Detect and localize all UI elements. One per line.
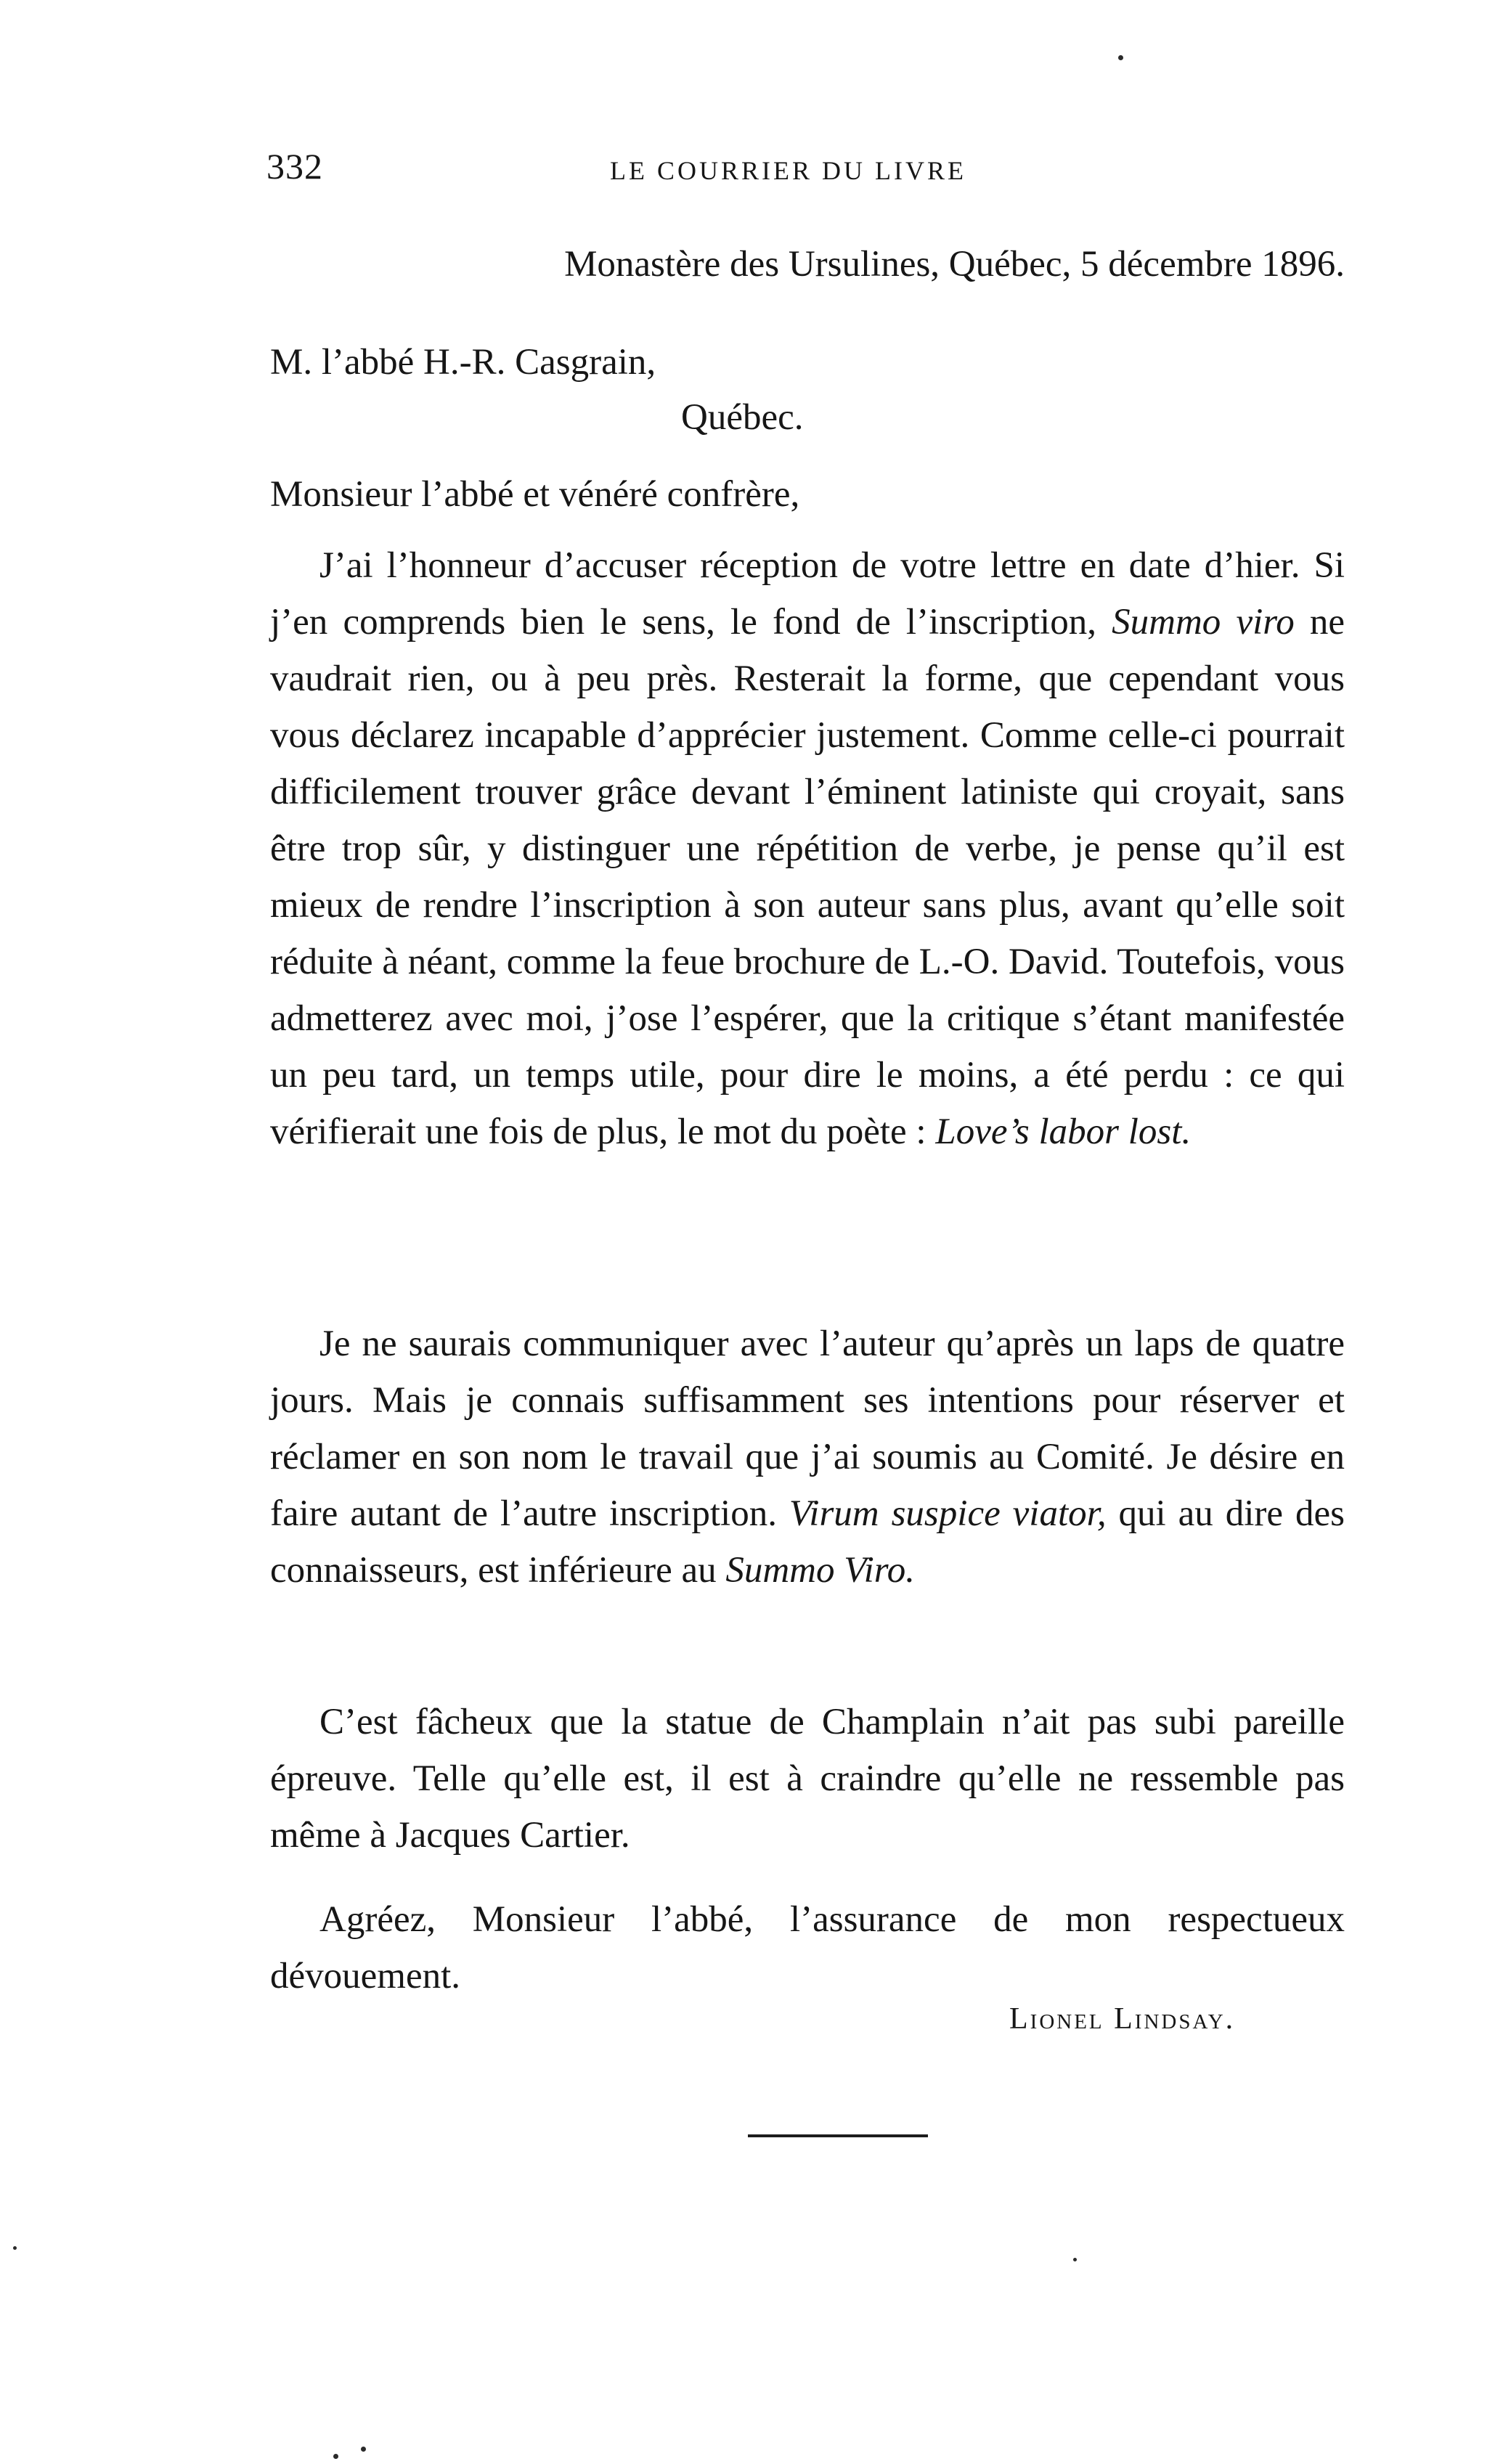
- letter-addressee: M. l’abbé H.-R. Casgrain,: [270, 342, 656, 383]
- italic-quote: Love’s labor lost.: [935, 1111, 1192, 1152]
- letter-salutation: Monsieur l’abbé et vénéré confrère,: [270, 474, 800, 515]
- speck-mark: [333, 2454, 338, 2459]
- speck-mark: [361, 2447, 366, 2452]
- letter-paragraph-1: [270, 537, 1345, 1160]
- letter-dateline: Monastère des Ursulines, Québec, 5 décembre 1896.: [564, 244, 1345, 285]
- italic-phrase: Summo Viro.: [725, 1550, 915, 1591]
- paragraph-text: J’ai l’honneur d’accuser réception de votre lettre en date d’hier. Si j’en comprends bien le sens, le fond de l’inscription,: [270, 545, 1345, 642]
- letter-closing: Agréez, Monsieur l’abbé, l’assurance de mon respectueux dévouement.: [270, 1899, 1345, 1996]
- running-title: LE COURRIER DU LIVRE: [610, 156, 966, 185]
- italic-phrase: Virum suspice viator,: [789, 1493, 1107, 1534]
- page-number: 332: [266, 146, 323, 187]
- paragraph-text: qui au dire des connaisseurs, est inférieure au: [270, 1493, 1345, 1591]
- letter-paragraph-3: C’est fâcheux que la statue de Champlain n’ait pas subi pareille épreuve. Telle qu’elle est, il est à craindre qu’elle ne ressemble pas même à Jacques Cartier.: [270, 1702, 1345, 1856]
- speck-mark: [1118, 55, 1123, 60]
- paragraph-text: ne vaudrait rien, ou à peu près. Resterait la forme, que cependant vous vous déclarez incapable d’apprécier justement. Comme celle-ci pourrait difficilement trouver grâce devant l’éminent latiniste qui croyait, sans être trop sûr, y distinguer une répétition de verbe, je pense qu’il est mieux de rendre l’inscription à son auteur sans plus, avant qu’elle soit réduite à néant, comme la feue brochure de L.-O. David. Toutefois, vous admetterez avec moi, j’ose l’espérer, que la critique s’étant manifestée un peu tard, un temps utile, pour dire le moins, a été perdu : ce qui vérifierait une fois de plus, le mot du poète :: [270, 602, 1345, 1152]
- section-divider: [748, 2134, 928, 2137]
- speck-mark: [1073, 2258, 1077, 2261]
- paragraph-text: Je ne saurais communiquer avec l’auteur qu’après un laps de quatre jours. Mais je connais suffisamment ses intentions pour réserver et réclamer en son nom le travail que j’ai soumis au Comité. Je désire en faire autant de l’autre inscription.: [270, 1323, 1345, 1534]
- letter-city: Québec.: [681, 397, 804, 438]
- italic-phrase: Summo viro: [1112, 602, 1295, 642]
- letter-signature: Lionel Lindsay.: [1009, 2002, 1236, 2036]
- letter-paragraph-2: [270, 1315, 1345, 1599]
- speck-mark: [13, 2246, 17, 2250]
